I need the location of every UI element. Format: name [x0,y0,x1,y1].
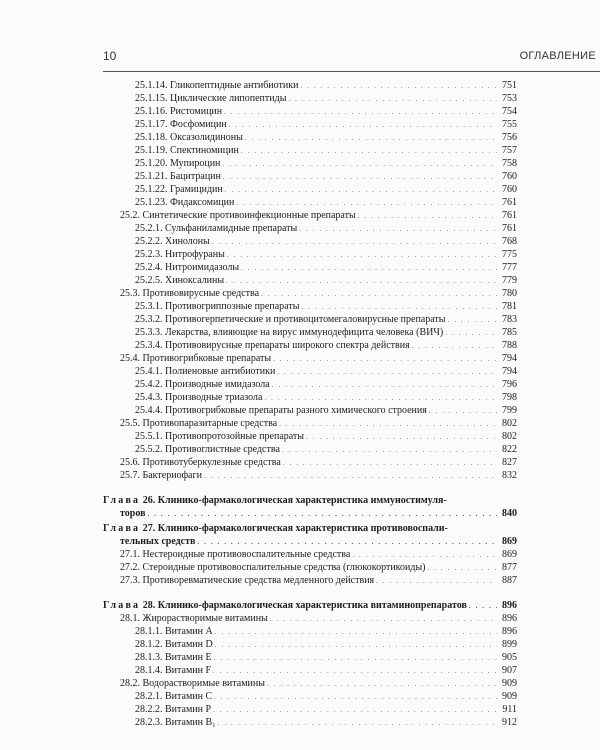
toc-entry-page: 909 [502,691,517,702]
toc-entry-page: 777 [502,262,517,273]
toc-entry-title: 25.3. Противовирусные средства [120,288,260,299]
toc-entry [120,352,517,365]
toc-entry-page: 794 [502,353,517,364]
toc-entry-page: 909 [502,678,517,689]
toc-entry-title: 25.2.1. Сульфаниламидные препараты [135,223,298,234]
toc-entry-title: 28.2. Водорастворимые витамины [120,678,265,689]
toc-entry-title-wrap [135,118,227,131]
toc-entry [120,574,517,587]
toc-entry [135,430,517,443]
toc-entry-page: 907 [502,665,517,676]
toc-entry [135,170,517,183]
toc-entry-title: 25.3.4. Противовирусные препараты широкого спектра действия [135,340,410,351]
toc-entry [135,196,517,209]
toc-entry-page: 756 [502,132,517,143]
toc-entry-title-wrap [135,690,212,703]
toc-entry-title-wrap [135,144,239,157]
toc-entry-title-wrap [120,612,268,625]
toc-entry-page: 761 [502,223,517,234]
toc-entry-title-wrap [120,287,259,300]
toc-entry [135,131,517,144]
toc-entry-page: 760 [502,184,517,195]
toc-entry-title-wrap [135,443,280,456]
toc-entry-page: 753 [502,93,517,104]
toc-entry-title-wrap [135,300,299,313]
toc-entry-title: 25.1.20. Мупироцин [135,158,221,169]
toc-entry-title: 25.4.3. Производные триазола [135,392,263,403]
toc-entry-title-wrap [120,469,202,482]
toc-entry-title-wrap [135,92,286,105]
toc-entry-title-wrap [135,196,234,209]
chapter-label: Глава [103,495,141,506]
toc-entry [135,716,517,729]
toc-entry-page: 896 [502,600,517,611]
toc-entry [135,274,517,287]
toc-entry-title-wrap [135,651,212,664]
toc-entry-title: 25.5.1. Противопротозойные препараты [135,431,305,442]
toc-entry [135,118,517,131]
toc-entry [135,157,517,170]
toc-entry-title-wrap [135,222,297,235]
toc-entry [135,313,517,326]
toc-entry [135,690,517,703]
toc-entry-page: 796 [502,379,517,390]
toc-chapter-entry [103,599,517,612]
chapter-label: Глава [103,600,141,611]
toc-entry-page: 887 [502,575,517,586]
toc-entry-title: 25.4.2. Производные имидазола [135,379,270,390]
toc-entry [135,378,517,391]
toc-entry-title: 25.1.16. Ристомицин [135,106,223,117]
toc-entry-title-wrap [135,625,213,638]
toc-entry-title: 25.1.23. Фидаксомицин [135,197,235,208]
toc-entry-title-wrap [135,638,213,651]
toc-entry-title-wrap [135,313,446,326]
toc-entry [135,105,517,118]
toc-entry-title-wrap [135,274,224,287]
toc-entry-title: 25.5.2. Противоглистные средства [135,444,280,455]
toc-entry [135,339,517,352]
toc-entry-title-wrap [135,391,262,404]
toc-entry-title-wrap [135,170,221,183]
toc-entry [135,664,517,677]
toc-entry [120,417,517,430]
toc-entry-title: 28.1.4. Витамин F [135,665,212,676]
toc-entry-title-wrap [135,365,275,378]
toc-entry [135,443,517,456]
toc-entry-title-wrap [135,703,211,716]
toc-entry-page: 822 [502,444,517,455]
toc-entry-title-wrap [135,183,223,196]
toc-entry-page: 794 [502,366,517,377]
toc-entry [135,144,517,157]
toc-entry-page: 896 [502,613,517,624]
toc-entry-page: 783 [502,314,517,325]
toc-entry-title-wrap [135,326,443,339]
toc-entry-page: 905 [502,652,517,663]
toc-entry-title: 25.4.4. Противогрибковые препараты разного химического строения [135,405,427,416]
toc-entry-page: 896 [502,626,517,637]
toc-entry-page: 761 [502,197,517,208]
toc-entry-page: 899 [502,639,517,650]
toc-entry-title-wrap [120,561,426,574]
toc-entry-title: 28.1.3. Витамин E [135,652,212,663]
toc-entry-title-wrap [120,548,350,561]
toc-entry-title-wrap [135,664,211,677]
toc-entry-title: 25.4.1. Полиеновые антибиотики [135,366,276,377]
toc-entry-title: 25.1.21. Бацитрацин [135,171,221,182]
toc-entry-title: 28.1.2. Витамин D [135,639,213,650]
toc-entry-title-wrap [120,574,374,587]
toc-entry [135,625,517,638]
toc-entry [120,507,517,520]
page-number: 10 [103,49,117,63]
toc-entry-page: 832 [502,470,517,481]
toc-entry-page: 912 [502,717,517,728]
dot-leader [376,575,497,588]
toc-entry-title: 25.1.19. Спектиномицин [135,145,239,156]
toc-entry-title: 28.1.1. Витамин A [135,626,213,637]
toc-entry-title: тельных средств [120,536,196,547]
toc-entry-title-wrap [135,105,222,118]
toc-entry-title: торов [120,508,146,519]
toc-entry-title: 25.2.4. Нитроимидазолы [135,262,240,273]
toc-entry-title: 25.2.5. Хиноксалины [135,275,225,286]
toc-entry-title: 27. Клинико-фармакологическая характеристика противовоспали- [142,523,448,534]
toc-entry [135,183,517,196]
toc-entry-page: 781 [502,301,517,312]
toc-entry-title-wrap [135,157,220,170]
chapter-label: Глава [103,523,141,534]
toc-entry [135,261,517,274]
toc-entry-title-wrap [103,494,447,507]
toc-entry-page: 775 [502,249,517,260]
toc-entry-title: 28.2.1. Витамин C [135,691,213,702]
toc-entry-title: 28. Клинико-фармакологическая характеристика витаминопрепаратов [142,600,467,611]
toc-entry-page: 877 [502,562,517,573]
toc-entry-page: 780 [502,288,517,299]
toc-entry-title: 27.1. Нестероидные противовоспалительные средства [120,549,351,560]
toc-entry [135,300,517,313]
toc-entry [120,535,517,548]
toc-entry-title: 25.1.18. Оксазолидиноны [135,132,243,143]
toc-entry-page: 840 [502,508,517,519]
toc-entry-title: 28.2.2. Витамин P [135,704,212,715]
toc-entry [120,612,517,625]
toc-entry [135,92,517,105]
toc-entry-title: 26. Клинико-фармакологическая характеристика иммуностимуля- [142,495,447,506]
toc-entry-page: 911 [502,704,517,715]
toc-entry-title: 25.2.2. Хинолоны [135,236,210,247]
toc-entry-title: 25.1.15. Циклические липопептиды [135,93,287,104]
dot-leader [148,508,498,521]
toc-entry-title: 25.3.3. Лекарства, влияющие на вирус иммунодефицита человека (ВИЧ) [135,327,444,338]
toc-entry-title-wrap [120,456,281,469]
toc-entry [135,222,517,235]
toc-entry-title-wrap [135,79,298,92]
toc-entry-title-wrap [120,507,146,520]
toc-entry [120,469,517,482]
toc-entry [135,651,517,664]
toc-chapter-entry [103,522,517,535]
toc-entry [120,287,517,300]
toc-entry-page: 799 [502,405,517,416]
toc-entry-title-wrap [135,716,216,729]
toc-entry [135,79,517,92]
toc-entry-title: 25.2. Синтетические противоинфекционные препараты [120,210,356,221]
toc-entry-page: 754 [502,106,517,117]
toc-entry-title: 25.4. Противогрибковые препараты [120,353,272,364]
toc-entry [135,703,517,716]
toc-chapter-entry [103,494,517,507]
toc-entry-title: 27.3. Противоревматические средства медленного действия [120,575,375,586]
toc-entry [135,391,517,404]
toc-entry-page: 755 [502,119,517,130]
toc-entry-title-wrap [135,378,270,391]
toc-entry-page: 779 [502,275,517,286]
toc-entry-title: 28.2.3. Витамин B₁ [135,717,216,728]
toc-entry-title-wrap [135,339,410,352]
toc-entry-page: 757 [502,145,517,156]
toc-entry-page: 785 [502,327,517,338]
toc-entry-page: 788 [502,340,517,351]
toc-entry [120,548,517,561]
header-rule [103,71,600,72]
toc-entry-page: 760 [502,171,517,182]
toc-entry-title: 25.2.3. Нитрофураны [135,249,225,260]
toc-entry-page: 827 [502,457,517,468]
toc-entry [135,235,517,248]
toc-entry-title: 25.1.14. Гликопептидные антибиотики [135,80,299,91]
toc-entry-title-wrap [120,209,356,222]
toc-entry [120,456,517,469]
toc-entry [135,326,517,339]
toc-entry-title-wrap [135,235,210,248]
running-title: ОГЛАВЛЕНИЕ [519,50,596,62]
dot-leader [218,717,497,730]
toc-entry [135,365,517,378]
toc-entry-title: 25.3.2. Противогерпетические и противоцитомегаловирусные препараты [135,314,446,325]
toc-entry-title-wrap [135,404,427,417]
toc-entry-title-wrap [120,677,265,690]
toc-entry-title: 25.5. Противопаразитарные средства [120,418,278,429]
toc-entry-page: 798 [502,392,517,403]
toc-entry-page: 751 [502,80,517,91]
dot-leader [204,470,497,483]
toc-entry-title: 28.1. Жирорастворимые витамины [120,613,268,624]
toc-entry-page: 802 [502,431,517,442]
toc-entry-title-wrap [120,352,271,365]
toc-entry-title-wrap [135,248,225,261]
toc-entry-page: 869 [502,549,517,560]
toc-entry-title: 25.3.1. Противогриппозные препараты [135,301,300,312]
toc-entry-title-wrap [135,430,304,443]
toc-entry-page: 869 [502,536,517,547]
toc-entry-title-wrap [135,261,239,274]
toc-entry-title-wrap [120,417,277,430]
toc-entry [120,561,517,574]
toc-entry [135,248,517,261]
toc-entry [120,677,517,690]
toc-entry-title: 25.6. Противотуберкулезные средства [120,457,281,468]
toc-entry-page: 758 [502,158,517,169]
toc-entry-title: 25.1.17. Фосфомицин [135,119,227,130]
toc-entry-title: 25.7. Бактериофаги [120,470,202,481]
toc-entry-title-wrap [103,599,467,612]
toc-entry-page: 761 [502,210,517,221]
toc-entry-title: 25.1.22. Грамицидин [135,184,223,195]
toc-entry-page: 802 [502,418,517,429]
toc-entry-page: 768 [502,236,517,247]
toc-entry-title: 27.2. Стероидные противовоспалительные средства (глюкокортикоиды) [120,562,426,573]
toc-entry [135,638,517,651]
toc-entry [135,404,517,417]
toc-entry-title-wrap [135,131,243,144]
toc-entry-title-wrap [120,535,195,548]
toc-entry-title-wrap [103,522,448,535]
toc-entry [120,209,517,222]
